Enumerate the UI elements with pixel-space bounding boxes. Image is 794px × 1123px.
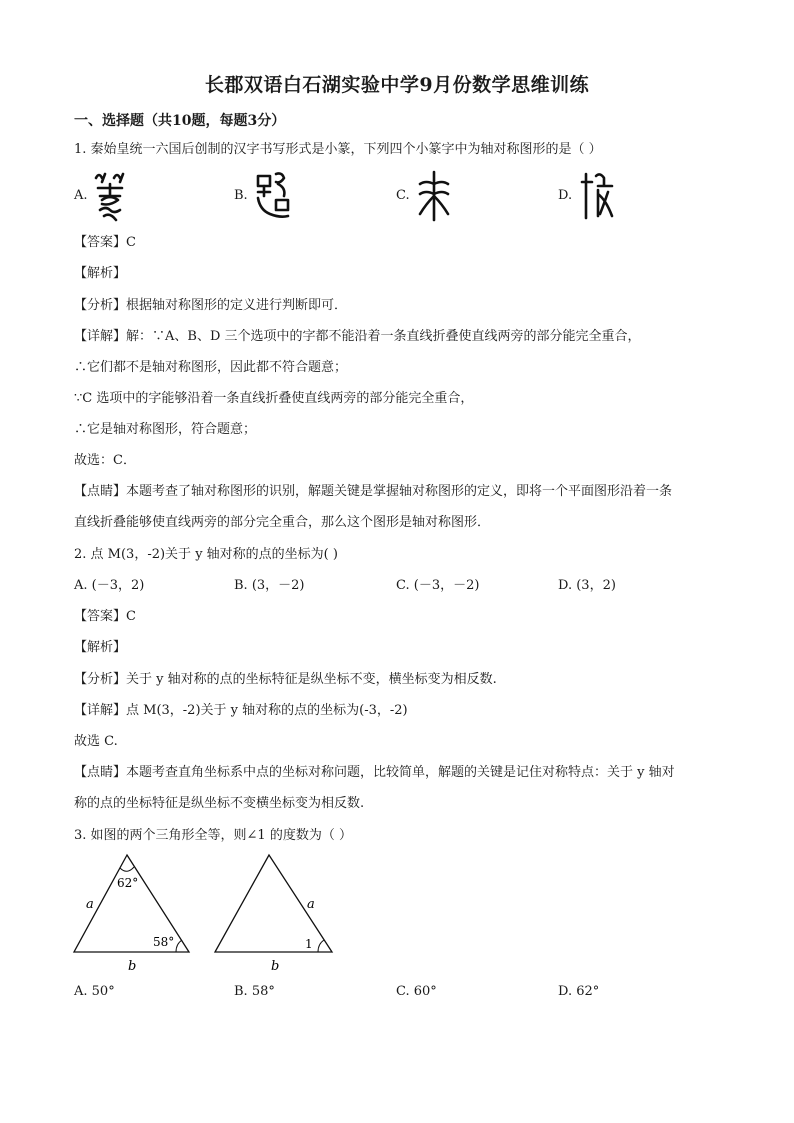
seal-char-d-icon [578, 170, 616, 222]
q2-option-d: D. (3，2) [558, 578, 616, 593]
q1-dianjing-line-1: 【点睛】本题考查了轴对称图形的识别，解题关键是掌握轴对称图形的定义，即将一个平面图形沿着一条 [74, 484, 673, 499]
q1-stem: 1. 秦始皇统一六国后创制的汉字书写形式是小篆，下列四个小篆字中为轴对称图形的是（ ） [74, 142, 602, 157]
q1-detail-line-4: ∴它是轴对称图形，符合题意； [74, 422, 257, 437]
q1-answer: 【答案】C [74, 235, 136, 250]
q2-fenxi: 【分析】关于 y 轴对称的点的坐标特征是纵坐标不变，横坐标变为相反数. [74, 672, 497, 687]
left-side-b-label: b [128, 959, 137, 974]
q1-analysis-label: 【解析】 [74, 266, 127, 281]
q3-triangles-figure [64, 850, 354, 975]
section-heading: 一、选择题（共10题，每题3分） [74, 113, 286, 129]
right-side-a-label: a [307, 897, 315, 912]
left-triangle [74, 855, 189, 974]
q1-option-d-label: D. [558, 188, 573, 203]
q1-detail-line-1: 【详解】解：∵A、B、D 三个选项中的字都不能沿着一条直线折叠使直线两旁的部分能完全重合， [74, 329, 641, 344]
q2-option-b: B. (3，－2) [234, 578, 305, 593]
seal-char-c-icon [416, 170, 452, 222]
left-right-angle-label: 58° [153, 935, 175, 949]
q1-option-b-label: B. [234, 188, 248, 203]
left-top-angle-label: 62° [117, 876, 139, 890]
q1-option-c-label: C. [396, 188, 410, 203]
q2-option-c: C. (－3，－2) [396, 578, 480, 593]
right-angle-1-label: 1 [305, 937, 313, 951]
q2-detail: 【详解】点 M(3，-2)关于 y 轴对称的点的坐标为(-3，-2) [74, 703, 408, 718]
q3-option-d: D. 62° [558, 984, 600, 999]
q1-fenxi: 【分析】根据轴对称图形的定义进行判断即可． [74, 298, 348, 313]
q2-stem: 2. 点 M(3，-2)关于 y 轴对称的点的坐标为( ) [74, 547, 338, 562]
q1-detail-line-2: ∴它们都不是轴对称图形，因此都不符合题意； [74, 360, 348, 375]
q1-detail-line-5: 故选：C． [74, 453, 136, 468]
q2-dianjing-line-2: 称的点的坐标特征是纵坐标不变横坐标变为相反数. [74, 796, 365, 811]
q3-stem: 3. 如图的两个三角形全等，则∠1 的度数为（ ） [74, 828, 352, 843]
q3-option-a: A. 50° [74, 984, 115, 999]
q3-option-b: B. 58° [234, 984, 275, 999]
page-title: 长郡双语白石湖实验中学9月份数学思维训练 [204, 74, 590, 96]
q1-detail-line-3: ∵C 选项中的字能够沿着一条直线折叠使直线两旁的部分能完全重合， [74, 391, 474, 406]
q2-option-a: A. (－3，2) [74, 578, 145, 593]
left-side-a-label: a [86, 897, 94, 912]
q1-dianjing-line-2: 直线折叠能够使直线两旁的部分完全重合，那么这个图形是轴对称图形． [74, 515, 491, 530]
q2-answer: 【答案】C [74, 609, 136, 624]
q2-dianjing-line-1: 【点睛】本题考查直角坐标系中点的坐标对称问题，比较简单，解题的关键是记住对称特点：关于 y 轴对 [74, 765, 675, 780]
q3-option-c: C. 60° [396, 984, 437, 999]
q2-analysis-label: 【解析】 [74, 640, 127, 655]
q2-conclusion: 故选 C. [74, 734, 118, 749]
right-triangle [215, 855, 332, 974]
seal-char-a-icon [92, 170, 128, 222]
seal-char-b-icon [254, 170, 292, 222]
right-side-b-label: b [271, 959, 280, 974]
q1-option-a-label: A. [74, 188, 88, 203]
